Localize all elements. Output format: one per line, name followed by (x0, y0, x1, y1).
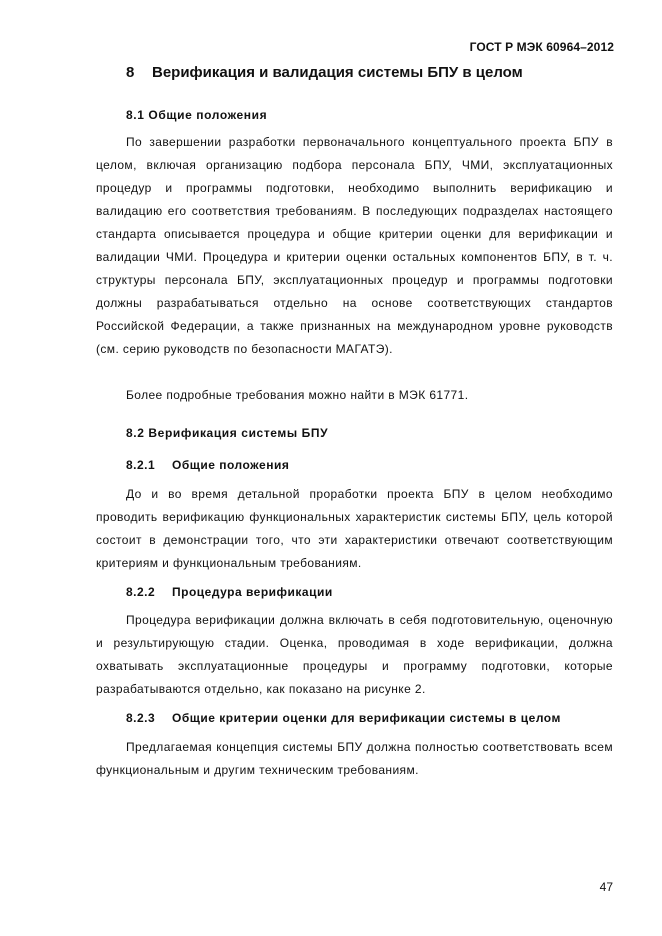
subsection-8-2-3-heading (126, 711, 561, 725)
subsection-8-2-heading: 8.2 Верификация системы БПУ (126, 426, 329, 440)
subsection-8-2-1-title: Общие положения (172, 458, 290, 472)
subsection-8-2-3-title: Общие критерии оценки для верификации системы в целом (172, 711, 561, 725)
subsection-8-2-1-paragraph: До и во время детальной проработки проекта БПУ в целом необходимо проводить верификацию функциональных характеристик системы БПУ, цель которой состоит в демонстрации того, что эти характеристики отвечают соответствующим критериям и функциональным требованиям. (96, 487, 613, 570)
subsection-8-2-2-heading (126, 585, 333, 599)
subsection-8-2-2-title: Процедура верификации (172, 585, 333, 599)
subsection-8-2-2-paragraph: Процедура верификации должна включать в себя подготовительную, оценочную и результирующую стадии. Оценка, проводимая в ходе верификации, должна охватывать эксплуатационные процедуры и программу подготовки, которые разрабатываются отдельно, как показано на рисунке 2. (96, 613, 613, 696)
subsection-8-1-paragraph-2: Более подробные требования можно найти в МЭК 61771. (126, 388, 469, 402)
section-title: Верификация и валидация системы БПУ в целом (152, 64, 523, 81)
subsection-8-2-2-number: 8.2.2 (126, 585, 156, 599)
document-code-header: ГОСТ Р МЭК 60964–2012 (469, 40, 614, 54)
subsection-8-2-3-number: 8.2.3 (126, 711, 156, 725)
section-8-heading (126, 64, 626, 81)
subsection-8-2-3-paragraph: Предлагаемая концепция системы БПУ должна полностью соответствовать всем функциональным и другим техническим требованиям. (96, 740, 613, 777)
subsection-8-2-1-number: 8.2.1 (126, 458, 156, 472)
subsection-8-1-paragraph-1: По завершении разработки первоначального концептуального проекта БПУ в целом, включая организацию подбора персонала БПУ, ЧМИ, эксплуатационных процедур и программы подготовки, необходимо выполнить верификацию и валидацию его соответствия требованиям. В последующих подразделах настоящего стандарта описывается процедура и общие критерии оценки для верификации и валидации ЧМИ. Процедура и критерии оценки остальных компонентов БПУ, в т. ч. структуры персонала БПУ, эксплуатационных процедур и программы подготовки должны разрабатываться отдельно на основе соответствующих стандартов Российской Федерации, а также признанных на международном уровне руководств (см. серию руководств по безопасности МАГАТЭ). (96, 135, 613, 356)
subsection-8-2-1-heading (126, 458, 289, 472)
subsection-8-1-heading: 8.1 Общие положения (126, 108, 268, 122)
section-number: 8 (126, 64, 135, 81)
page-number: 47 (599, 880, 613, 894)
